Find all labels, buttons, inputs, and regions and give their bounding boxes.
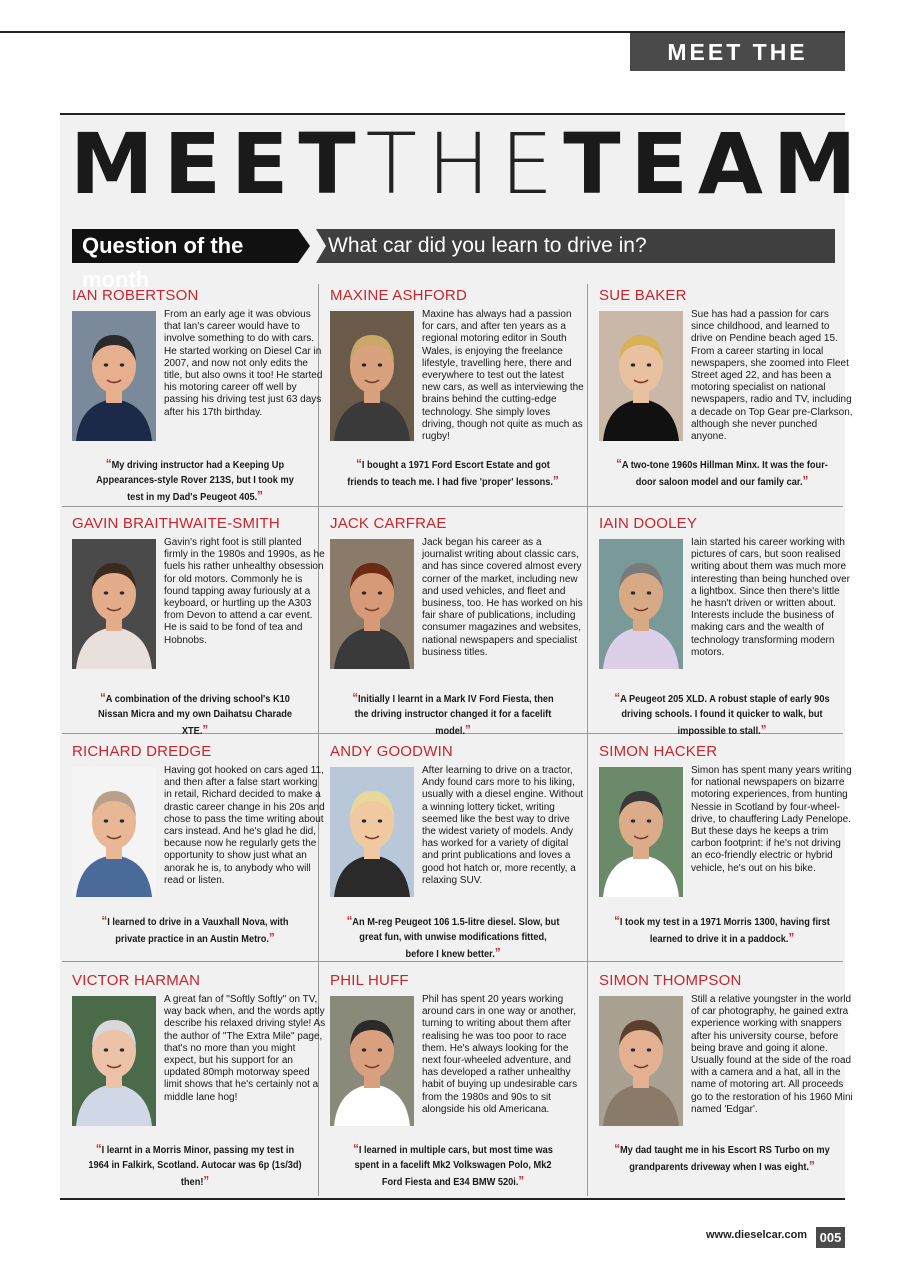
member-name: IAN ROBERTSON: [72, 287, 199, 304]
close-quote-mark: ”: [802, 473, 809, 488]
member-name: MAXINE ASHFORD: [330, 287, 467, 304]
team-member-card: [599, 515, 851, 737]
question-label: Question of the month: [72, 229, 298, 263]
member-bio: Having got hooked on cars aged 11, and then after a false start working in retail, Richard decided to make a drastic career change in his 20s and chose to pass the time writing about cars instead. And he's glad he did, because now he regularly gets the opportunity to show just what an anorak he is, to anybody who will read or listen.: [164, 765, 325, 886]
team-member-card: [330, 743, 582, 958]
open-quote-mark: “: [105, 456, 112, 471]
member-photo: [330, 539, 414, 669]
member-photo: [330, 996, 414, 1126]
member-photo: [330, 767, 414, 897]
member-name: PHIL HUFF: [330, 972, 409, 989]
member-name: SUE BAKER: [599, 287, 687, 304]
quote-text: My driving instructor had a Keeping Up Appearances-style Rover 213S, but I took my test in my Dad's Peugeot 405.: [96, 459, 294, 503]
column-divider: [587, 284, 588, 1196]
member-photo: [330, 311, 414, 441]
member-bio: Iain started his career working with pictures of cars, but soon realised writing about them was much more interesting than being hunched over a lightbox. Since then there's little he hasn't driven or written about. Interests include the business of making cars and the wealth of technology transforming modern motors.: [691, 537, 851, 658]
quote-text: A combination of the driving school's K10 Nissan Micra and my own Daihatsu Charade XTE.: [97, 693, 293, 737]
close-quote-mark: ”: [465, 722, 471, 737]
open-quote-mark: “: [101, 913, 108, 928]
close-quote-mark: ”: [494, 945, 501, 960]
member-photo: [72, 539, 156, 669]
open-quote-mark: “: [614, 913, 620, 928]
team-member-card: [330, 515, 583, 737]
member-name: SIMON HACKER: [599, 743, 718, 760]
member-quote: [345, 1141, 561, 1190]
quote-text: I bought a 1971 Ford Escort Estate and got friends to teach me. I had five 'proper' lessons.: [347, 459, 553, 488]
member-photo: [599, 539, 683, 669]
member-bio: Phil has spent 20 years working around cars in one way or another, turning to writing about them after realising he was too poor to race them. He's always looking for the next four-wheeled adventure, and has developed a rather unhealthy habit of buying up undesirable cars from the 1980s and 90s to sit alongside his old Americana.: [422, 994, 578, 1115]
member-photo: [599, 767, 683, 897]
quote-text: I learned in multiple cars, but most time was spent in a facelift Mk2 Volkswagen Polo, Mk2 Ford Fiesta and E34 BMW 520i.: [354, 1144, 553, 1188]
close-quote-mark: ”: [788, 930, 795, 945]
member-name: IAIN DOOLEY: [599, 515, 698, 532]
member-bio: After learning to drive on a tractor, Andy found cars more to his liking, usually with a diesel engine. Without a winning lottery ticket, writing seemed like the best way to drive the widest variety of models. Andy has worked for a variety of digital and print publications and loves a good hot hatch or, more recently, a relaxing SUV.: [422, 765, 584, 886]
team-member-card: [330, 972, 582, 1187]
title-word-meet: MEET: [70, 115, 366, 213]
footer-url[interactable]: www.dieselcar.com: [706, 1229, 808, 1241]
open-quote-mark: “: [614, 690, 621, 705]
member-quote: [345, 690, 561, 739]
title-word-team: TEAM: [563, 115, 867, 213]
quote-text: I took my test in a 1971 Morris 1300, having first learned to drive it in a paddock.: [619, 916, 830, 945]
member-photo: [599, 311, 683, 441]
member-bio: A great fan of "Softly Softly" on TV, way back when, and the words aptly describe his relaxed driving style! As the author of "The Extra Mile" page, that's no more than you might expect, but his support for an updated 80mph motorway speed limit shows that he's certainly not a middle lane hog!: [164, 994, 326, 1103]
question-arrow: [298, 229, 310, 263]
open-quote-mark: “: [356, 456, 362, 471]
member-bio: Still a relative youngster in the world of car photography, he gained extra experience working with snappers after his university course, before being brave and going it alone. Usually found at the side of the road with a camera and a hat, all in the name of motoring art. All proceeds go to the restoration of his 1960 Mini named 'Edgar'.: [691, 994, 853, 1115]
close-quote-mark: ”: [760, 722, 767, 737]
close-quote-mark: ”: [268, 930, 275, 945]
quote-text: An M-reg Peugeot 106 1.5-litre diesel. Slow, but great fun, with unwise modifications fitted, before I knew better.: [352, 916, 560, 960]
member-photo: [599, 996, 683, 1126]
question-notch: [316, 229, 326, 263]
quote-text: I learnt in a Morris Minor, passing my test in 1964 in Falkirk, Scotland. Autocar was 6p (1s/3d) then!: [88, 1144, 302, 1188]
close-quote-mark: ”: [203, 1173, 210, 1188]
quote-text: My dad taught me in his Escort RS Turbo on my grandparents driveway when I was eight.: [619, 1144, 830, 1173]
member-name: ANDY GOODWIN: [330, 743, 453, 760]
team-member-card: [330, 287, 582, 502]
open-quote-mark: “: [95, 1141, 102, 1156]
member-quote: [614, 913, 830, 947]
team-member-card: [72, 743, 324, 958]
close-quote-mark: ”: [257, 488, 263, 503]
member-quote: [614, 456, 830, 490]
member-quote: [345, 913, 561, 962]
open-quote-mark: “: [352, 690, 359, 705]
member-bio: From an early age it was obvious that Ian's career would have to involve something to do with cars. He started working on Diesel Car in 2007, and now not only edits the title, but also owns it too! He started his motoring career off well by passing his driving test just 63 days after his 17th birthday.: [164, 309, 323, 418]
team-member-card: [599, 743, 851, 958]
team-member-card: [72, 972, 324, 1187]
member-name: VICTOR HARMAN: [72, 972, 201, 989]
row-divider: [62, 506, 843, 507]
quote-text: Initially I learnt in a Mark IV Ford Fiesta, then the driving instructor changed it for a facelift model.: [354, 693, 554, 737]
page-title: [70, 115, 867, 213]
quote-text: A two-tone 1960s Hillman Minx. It was the four-door saloon model and our family car.: [621, 459, 828, 488]
member-bio: Jack began his career as a journalist writing about classic cars, and has since covered almost every corner of the market, including new and used vehicles, and fleet and business, too. He has worked on his fair share of publications, including consumer magazines and websites, national newspapers and specialist business titles.: [422, 537, 583, 658]
member-photo: [72, 311, 156, 441]
member-quote: [614, 690, 830, 739]
quote-text: I learned to drive in a Vauxhall Nova, with private practice in an Austin Metro.: [107, 916, 289, 945]
team-member-card: [599, 972, 851, 1187]
close-quote-mark: ”: [808, 1158, 815, 1173]
member-quote: [614, 1141, 830, 1175]
close-quote-mark: ”: [518, 1173, 525, 1188]
open-quote-mark: “: [100, 690, 106, 705]
section-tab: MEET THE TEAM: [630, 33, 845, 71]
member-quote: [87, 690, 303, 739]
open-quote-mark: “: [614, 1141, 620, 1156]
member-bio: Sue has had a passion for cars since childhood, and learned to drive on Pendine beach aged 15. From a career starting in local newspapers, she zoomed into Fleet Street aged 22, and has been a motoring specialist on national newspapers, radio and TV, including a decade on Top Gear pre-Clarkson, although she never punched anyone.: [691, 309, 853, 443]
team-member-card: [599, 287, 851, 502]
member-name: SIMON THOMPSON: [599, 972, 742, 989]
team-member-card: [72, 287, 324, 502]
question-text: What car did you learn to drive in?: [316, 229, 835, 263]
member-bio: Maxine has always had a passion for cars, and after ten years as a regional motoring editor in South Wales, is enjoying the freelance lifestyle, travelling here, there and everywhere to test out the latest new cars, as well as interviewing the brains behind the cutting-edge technology. She simply loves driving, though not quite as much as rugby!: [422, 309, 584, 443]
close-quote-mark: ”: [202, 722, 209, 737]
open-quote-mark: “: [353, 1141, 359, 1156]
member-bio: Gavin's right foot is still planted firmly in the 1980s and 1990s, as he fuels his rather unhealthy obsession for old motors. Commonly he is found tapping away furiously at a keyboard, or hurtling up the A303 from Devon to attend a car event. He is said to be fond of tea and Hobnobs.: [164, 537, 325, 646]
member-photo: [72, 767, 156, 897]
member-name: GAVIN BRAITHWAITE-SMITH: [72, 515, 280, 532]
member-quote: [87, 456, 303, 505]
member-quote: [345, 456, 561, 490]
member-name: JACK CARFRAE: [330, 515, 447, 532]
title-word-the: THE: [365, 115, 564, 213]
page-number: 005: [816, 1227, 845, 1248]
close-quote-mark: ”: [552, 473, 559, 488]
member-name: RICHARD DREDGE: [72, 743, 212, 760]
open-quote-mark: “: [616, 456, 622, 471]
open-quote-mark: “: [346, 913, 353, 928]
quote-text: A Peugeot 205 XLD. A robust staple of early 90s driving schools. I found it quicker to walk, but impossible to stall.: [620, 693, 830, 737]
member-quote: [87, 913, 303, 947]
team-member-card: [72, 515, 325, 737]
member-photo: [72, 996, 156, 1126]
member-quote: [87, 1141, 303, 1190]
member-bio: Simon has spent many years writing for national newspapers on bizarre motoring experiences, from hunting Nessie in Scotland by four-wheel-drive, to chauffering Lady Penelope. But these days he keeps a trim carbon footprint: if he's not driving an eco-friendly electric or hybrid vehicle, he's out on his bike.: [691, 765, 852, 874]
